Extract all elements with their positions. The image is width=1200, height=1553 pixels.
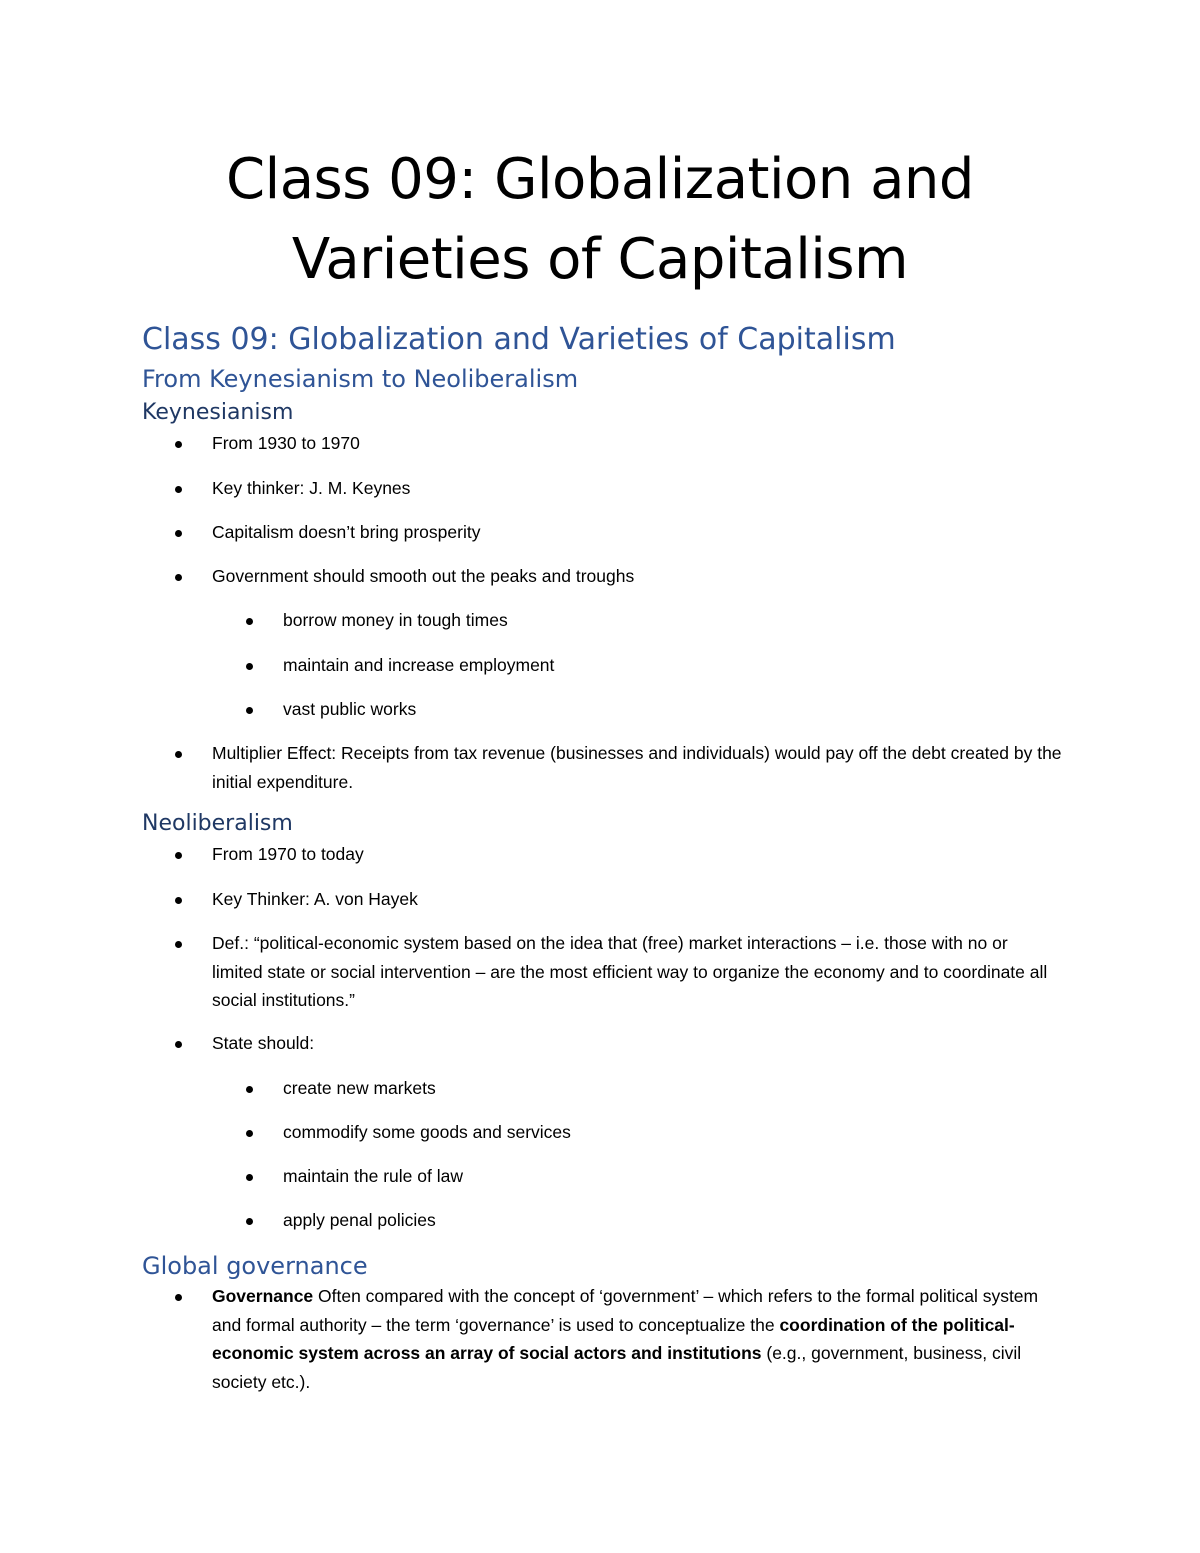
list-item-definition: Def.: “political-economic system based on the idea that (free) market interactions – i.e. those with no or limited state or social intervention – are the most efficient way to organize the economy and to coordinate all social institutions.” xyxy=(212,929,1062,1015)
list-item: From 1930 to 1970 xyxy=(212,429,1062,458)
heading-2-keynes-to-neolib: From Keynesianism to Neoliberalism xyxy=(142,365,579,393)
bullet-icon xyxy=(246,1174,253,1181)
bullet-icon xyxy=(175,1294,182,1301)
bullet-icon xyxy=(175,486,182,493)
governance-text-bold: coordination of the political-economic system across an array of social actors and institutions xyxy=(212,1314,1015,1363)
governance-term: Governance xyxy=(212,1286,314,1306)
bullet-icon xyxy=(246,618,253,625)
document-title-line-2: Varieties of Capitalism xyxy=(291,227,909,292)
list-item-governance xyxy=(212,1282,1062,1396)
list-item: Government should smooth out the peaks and troughs xyxy=(212,562,1062,591)
list-item: Capitalism doesn’t bring prosperity xyxy=(212,518,1062,547)
heading-1: Class 09: Globalization and Varieties of Capitalism xyxy=(142,322,896,357)
document-title-line-1: Class 09: Globalization and xyxy=(226,147,974,212)
bullet-icon xyxy=(175,441,182,448)
sub-list-item: borrow money in tough times xyxy=(283,606,1063,635)
bullet-icon xyxy=(175,574,182,581)
bullet-icon xyxy=(246,1218,253,1225)
list-item: Key Thinker: A. von Hayek xyxy=(212,885,1062,914)
list-item-multiplier: Multiplier Effect: Receipts from tax revenue (businesses and individuals) would pay off the debt created by the initial expenditure. xyxy=(212,739,1062,796)
bullet-icon xyxy=(175,941,182,948)
bullet-icon xyxy=(246,1130,253,1137)
bullet-icon xyxy=(246,663,253,670)
document-title xyxy=(0,140,1200,300)
sub-list-item: vast public works xyxy=(283,695,1063,724)
sub-list-item: maintain and increase employment xyxy=(283,651,1063,680)
bullet-icon xyxy=(246,707,253,714)
bullet-icon xyxy=(175,897,182,904)
heading-keynesianism: Keynesianism xyxy=(142,400,294,425)
bullet-icon xyxy=(175,1041,182,1048)
bullet-icon xyxy=(175,852,182,859)
bullet-icon xyxy=(246,1086,253,1093)
governance-text-2: (e.g., government, business, civil society etc.). xyxy=(212,1343,1022,1392)
sub-list-item: apply penal policies xyxy=(283,1206,1063,1235)
heading-neoliberalism: Neoliberalism xyxy=(142,811,293,836)
sub-list-item: commodify some goods and services xyxy=(283,1118,1063,1147)
governance-text-1: Often compared with the concept of ‘government’ – which refers to the formal political system and formal authority – the term ‘governance’ is used to conceptualize the xyxy=(212,1286,1039,1335)
list-item: Key thinker: J. M. Keynes xyxy=(212,474,1062,503)
bullet-icon xyxy=(175,530,182,537)
bullet-icon xyxy=(175,751,182,758)
heading-global-governance: Global governance xyxy=(142,1252,368,1280)
sub-list-item: create new markets xyxy=(283,1074,1063,1103)
list-item: State should: xyxy=(212,1029,1062,1058)
sub-list-item: maintain the rule of law xyxy=(283,1162,1063,1191)
list-item: From 1970 to today xyxy=(212,840,1062,869)
